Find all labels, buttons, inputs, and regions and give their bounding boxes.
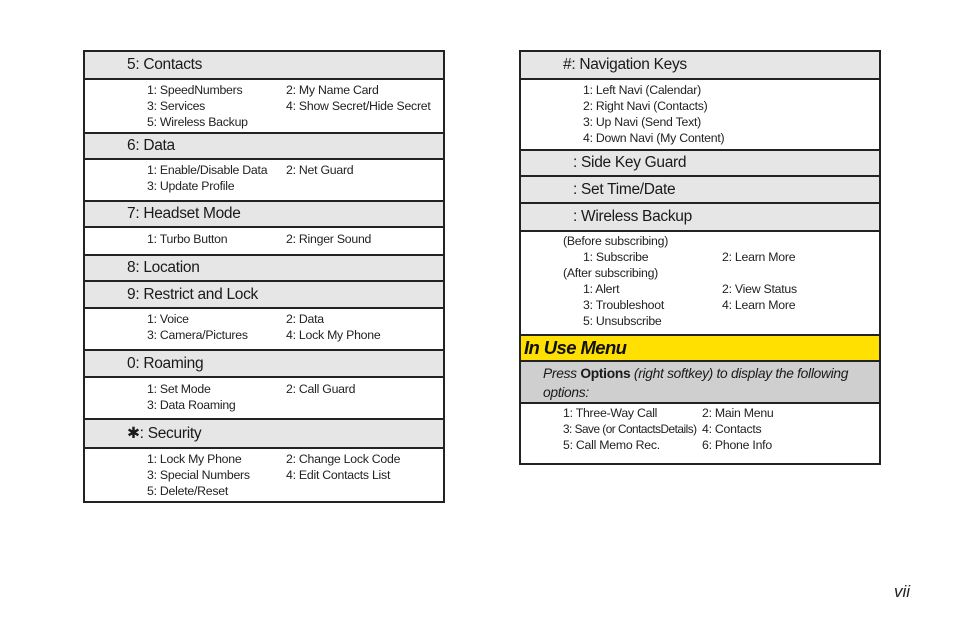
list-item: 1: Turbo Button 2: Ringer Sound [147, 232, 372, 246]
navigation-keys-items [521, 80, 879, 149]
navigation-keys-header: #: Navigation Keys [521, 52, 879, 80]
roaming-header: 0: Roaming [85, 349, 443, 378]
contacts-items [85, 80, 443, 132]
list-item: 3: Troubleshoot 4: Learn More [583, 298, 796, 312]
contacts-header: 5: Contacts [85, 52, 443, 80]
list-item: 4: Down Navi (My Content) [583, 131, 725, 145]
list-item: 3: Update Profile [147, 179, 235, 193]
list-item: 1: SpeedNumbers 2: My Name Card [147, 83, 379, 97]
restrict-items [85, 309, 443, 349]
set-time-date-header: : Set Time/Date [521, 177, 879, 204]
list-item: 3: Up Navi (Send Text) [583, 115, 701, 129]
security-items [85, 449, 443, 499]
roaming-items [85, 378, 443, 418]
list-item: 3: Services 4: Show Secret/Hide Secret [147, 99, 431, 113]
headset-items [85, 228, 443, 254]
data-items [85, 160, 443, 200]
list-item: 1: Three-Way Call 2: Main Menu [563, 406, 774, 420]
right-menu-table [519, 50, 881, 465]
side-key-guard-header: : Side Key Guard [521, 149, 879, 177]
restrict-header: 9: Restrict and Lock [85, 282, 443, 309]
security-header: ✱: Security [85, 418, 443, 449]
in-use-menu-title: In Use Menu [521, 334, 879, 362]
headset-header: 7: Headset Mode [85, 200, 443, 228]
in-use-instruction: Press Options (right softkey) to display the following options: [521, 362, 879, 404]
list-item: 3: Data Roaming [147, 398, 236, 412]
list-item: 1: Alert 2: View Status [583, 282, 797, 296]
list-item: 1: Left Navi (Calendar) [583, 83, 701, 97]
list-item: 1: Lock My Phone 2: Change Lock Code [147, 452, 401, 466]
list-item: 1: Voice 2: Data [147, 312, 324, 326]
list-item: 2: Right Navi (Contacts) [583, 99, 708, 113]
location-header: 8: Location [85, 254, 443, 282]
wireless-backup-header: : Wireless Backup [521, 204, 879, 232]
list-item: 1: Set Mode 2: Call Guard [147, 382, 356, 396]
list-item: 5: Unsubscribe [583, 314, 662, 328]
list-item: 3: Save (or ContactsDetails) 4: Contacts [563, 422, 762, 436]
page-number: vii [894, 582, 911, 601]
list-item: 5: Call Memo Rec. 6: Phone Info [563, 438, 772, 452]
list-item: 1: Subscribe 2: Learn More [583, 250, 796, 264]
in-use-items [521, 404, 879, 456]
list-item: (Before subscribing) [563, 234, 669, 248]
left-menu-table [83, 50, 445, 503]
list-item: 3: Special Numbers 4: Edit Contacts List [147, 468, 391, 482]
data-header: 6: Data [85, 132, 443, 160]
list-item: 5: Wireless Backup [147, 115, 248, 129]
list-item: (After subscribing) [563, 266, 659, 280]
list-item: 5: Delete/Reset [147, 484, 229, 498]
list-item: 3: Camera/Pictures 4: Lock My Phone [147, 328, 381, 342]
list-item: 1: Enable/Disable Data 2: Net Guard [147, 163, 354, 177]
wireless-backup-items [521, 232, 879, 334]
